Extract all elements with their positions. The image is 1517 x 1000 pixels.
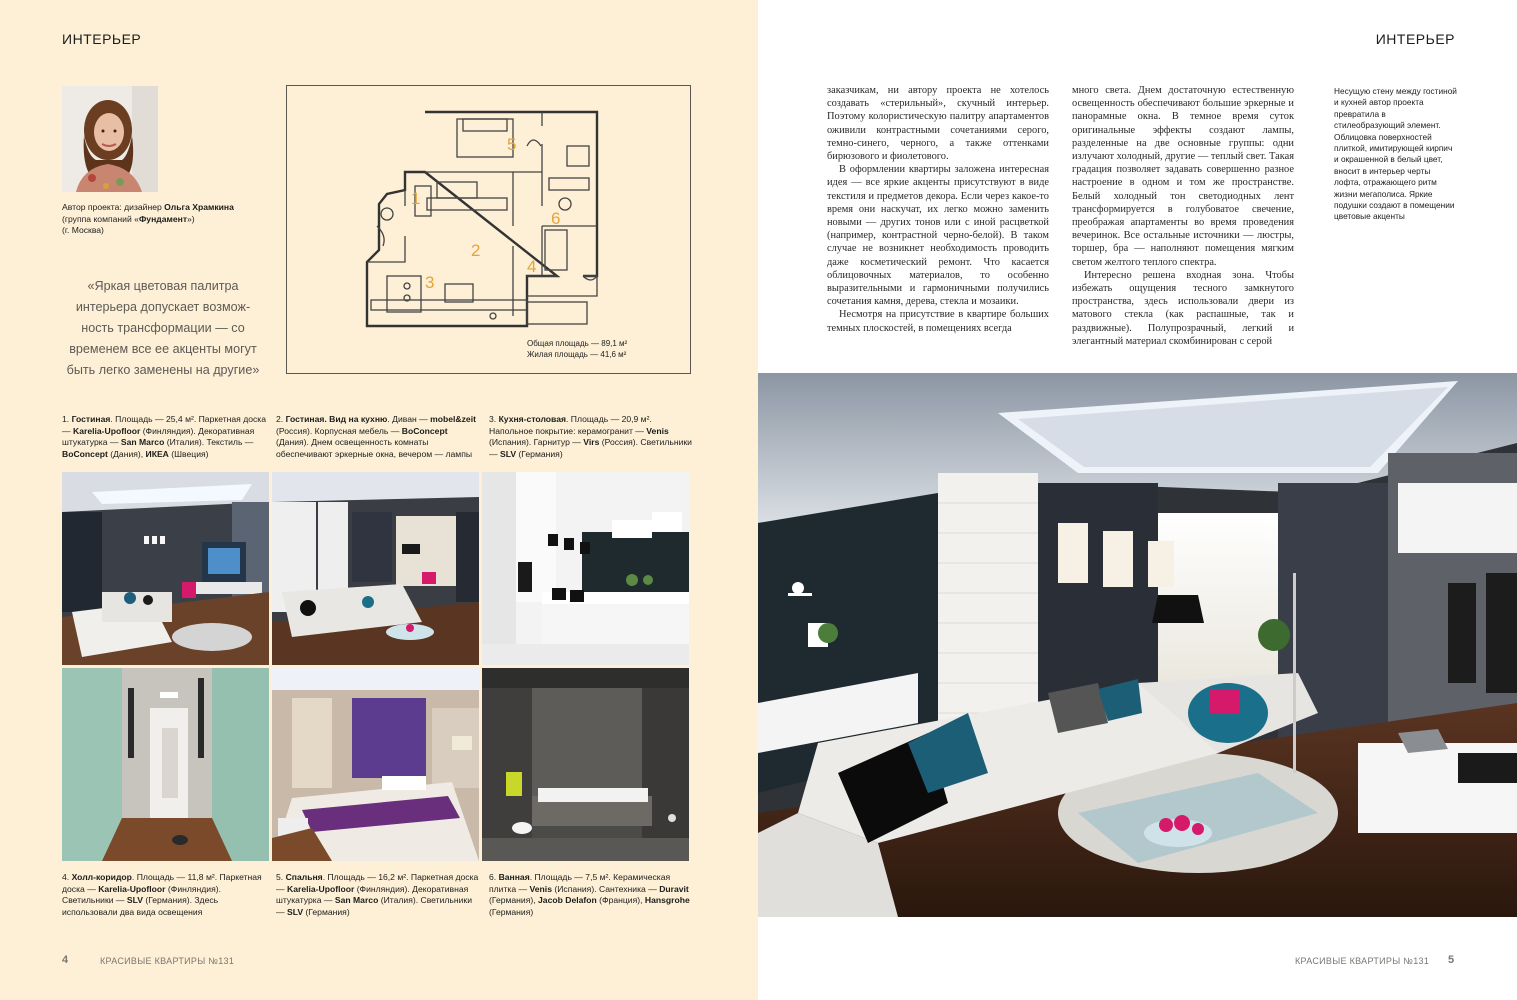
paragraph: Несмотря на присутствие в квартире больших темных плоскостей, в помещениях всегда (827, 309, 1049, 334)
caption-brand: Duravit (659, 883, 689, 894)
caption-brand: Venis (646, 425, 669, 436)
caption-text: (Италия). Светильники — (276, 895, 472, 917)
pull-quote: «Яркая цветовая палитра интерьера допускает возмож-ность трансформации — со временем все ее акценты могут быть легко заменены на другие» (66, 279, 260, 377)
paragraph: Интересно решена входная зона. Чтобы избежать ощущения тесного замкнутого пространства, здесь использовали двери из матового стекла (как распашные, так и раздвижные). Полупрозрачный, легкий и элегантный материал скомбинирован с серой (1072, 269, 1294, 347)
caption-text: . Площадь — 25,4 м². Паркетная доска — (62, 414, 267, 436)
photo-bathroom (482, 668, 689, 861)
page-number-right: 5 (1448, 954, 1455, 966)
caption-brand: Venis (529, 883, 552, 894)
author-portrait (62, 86, 158, 192)
caption-text: (Швеция) (168, 448, 209, 459)
caption-text: (Финляндия). Светильники — (62, 883, 221, 905)
caption-text: (Германия) (303, 906, 350, 917)
caption-num: 5. (276, 872, 284, 882)
caption-brand: Karelia-Upofloor (98, 883, 166, 894)
caption-brand: Karelia-Upofloor (286, 883, 355, 894)
company-suffix: ») (187, 213, 195, 224)
paragraph: заказчикам, ни автору проекта не хотелось создавать «стерильный», скучный интерьер. Поэтому колористическую палитру апартаментов оживили контрастными сочетаниями серого, темно-синего, черного, а также оттенками бирюзового и фиолетового. (827, 85, 1049, 163)
caption-title: Спальня (285, 872, 323, 882)
caption-num: 1. (62, 414, 70, 424)
article-column-2 (1072, 84, 1294, 348)
caption-text: (Германия) (516, 448, 563, 459)
caption-brand: SLV (286, 906, 304, 917)
caption-title: Гостиная (71, 414, 111, 424)
caption-6 (489, 872, 694, 918)
caption-brand: Hansgrohe (644, 895, 690, 905)
caption-title: Гостиная. Вид на кухню (285, 414, 388, 424)
caption-text: (Россия). Светильники — (489, 437, 692, 459)
left-page (0, 0, 758, 1000)
caption-brand: SLV (126, 895, 143, 905)
magazine-footer-left: КРАСИВЫЕ КВАРТИРЫ №131 (100, 956, 235, 966)
room-number-6: 6 (551, 209, 561, 228)
caption-text: (Дания), (107, 448, 146, 459)
caption-text: (Испания). Сантехника — (551, 883, 660, 894)
caption-text: (Дания). Днем освещенность комнаты обеспечивают эркерные окна, вечером — лампы (276, 437, 473, 459)
caption-text: (Германия) (489, 906, 534, 917)
caption-brand: BoConcept (62, 448, 108, 459)
caption-num: 3. (489, 414, 497, 424)
photo-bedroom (272, 668, 479, 861)
company-name: Фундамент (138, 213, 188, 224)
room-number-1: 1 (411, 189, 421, 208)
caption-brand: SLV (499, 448, 517, 459)
room-number-4: 4 (527, 257, 537, 276)
photo-living-kitchen-view (272, 472, 479, 665)
room-number-5: 5 (507, 135, 517, 154)
author-credit (62, 202, 272, 237)
caption-3 (489, 414, 694, 460)
caption-4 (62, 872, 267, 918)
caption-brand: San Marco (120, 437, 165, 447)
section-title-left: ИНТЕРЬЕР (62, 31, 142, 47)
author-name: Ольга Храмкина (164, 202, 234, 212)
paragraph: В оформлении квартиры заложена интересная идея — все яркие акценты присутствуют в виде текстиля и предметов декора. Если через какое-то время они наскучат, их легко можно заменить новыми — других тонов или с иной расцветкой (например, контрастной черно-белой). В таком случае не возникнет необходимость проводить даже косметический ремонт. Что касается облицовочных материалов, то особенно выразительными и гармоничными получились сочетания камня, дерева, стекла и мозаики. (827, 164, 1049, 308)
caption-brand: BoConcept (401, 425, 448, 436)
caption-text: (Финляндия). Декоративная штукатурка — (62, 425, 255, 447)
floor-plan-drawing (287, 86, 690, 373)
page-number-left: 4 (62, 954, 69, 966)
author-prefix: Автор проекта: дизайнер (62, 202, 165, 212)
caption-num: 6. (489, 872, 497, 882)
caption-5 (276, 872, 481, 918)
caption-brand: Karelia-Upofloor (72, 425, 141, 436)
photo-hallway (62, 668, 269, 861)
caption-1 (62, 414, 267, 460)
plan-area-info (527, 338, 627, 360)
caption-text: . Площадь — 16,2 м². Паркетная доска — (276, 872, 479, 894)
room-number-2: 2 (471, 241, 481, 260)
author-city: (г. Москва) (62, 225, 104, 235)
caption-title: Ванная (498, 872, 530, 882)
caption-text: (Германия), (489, 895, 539, 905)
photo-kitchen-dining (482, 472, 689, 665)
company-prefix: (группа компаний « (62, 213, 139, 224)
right-page (758, 0, 1517, 1000)
caption-title: Кухня-столовая (498, 414, 567, 424)
total-area: Общая площадь — 89,1 м² (527, 339, 628, 348)
caption-brand: ИКЕА (145, 448, 169, 459)
caption-text: . Площадь — 11,8 м². Паркетная доска — (62, 872, 262, 894)
caption-text: (Франция), (596, 895, 645, 905)
section-title-right: ИНТЕРЬЕР (1375, 31, 1455, 47)
caption-text: (Россия). Корпусная мебель — (276, 425, 402, 436)
photo-living-room (62, 472, 269, 665)
caption-num: 2. (276, 414, 284, 424)
room-number-3: 3 (425, 273, 435, 292)
caption-text: . Диван — (387, 414, 431, 424)
caption-text: . Площадь — 20,9 м². Напольное покрытие: керамогранит — (489, 414, 652, 436)
caption-2 (276, 414, 481, 460)
paragraph: много света. Днем достаточную естественную освещенность обеспечивают большие эркерные и панорамные окна. В темное время суток оригинальные эффекты создают лампы, разделенные на две основные группы: одни излучают холодный, другие — теплый свет. Такая градация позволяет задавать совершенно разное настроение в одном и том же пространстве. Белый холодный тон светодиодных лент трансформируется в голубоватое свечение, преображая апартаменты во время проведения вечеринок. Все остальные источники — люстры, торшер, бра — наполняют помещения мягким светом желтого теплого спектра. (1072, 85, 1294, 268)
floor-plan (286, 85, 691, 374)
caption-text: (Германия). Здесь использовали два вида освещения (62, 895, 219, 917)
side-note: Несущую стену между гостиной и кухней автор проекта превратила в стилеобразующий элемент. Облицовка поверхностей плиткой, имитирующей кирпич и окрашенной в белый цвет, вносит в интерьер черты лофта, отражающего ритм жизни мегаполиса. Яркие подушки создают в помещении цветовые акценты (1334, 86, 1457, 222)
caption-brand: San Marco (334, 895, 379, 905)
photo-living-room-large (758, 373, 1517, 917)
caption-text: (Финляндия). Декоративная штукатурка — (276, 883, 469, 905)
caption-text: (Испания). Гарнитур — (489, 437, 584, 447)
caption-brand: Virs (583, 437, 600, 447)
caption-brand: mobel&zeit (430, 414, 476, 424)
caption-text: (Италия). Текстиль — (164, 437, 254, 447)
caption-brand: Jacob Delafon (538, 895, 597, 905)
caption-num: 4. (62, 872, 70, 882)
caption-title: Холл-коридор (71, 872, 132, 882)
magazine-footer-right: КРАСИВЫЕ КВАРТИРЫ №131 (1295, 956, 1430, 966)
caption-text: . Площадь — 7,5 м². Керамическая плитка — (489, 872, 671, 894)
living-area: Жилая площадь — 41,6 м² (527, 350, 627, 359)
article-column-1 (827, 84, 1049, 335)
